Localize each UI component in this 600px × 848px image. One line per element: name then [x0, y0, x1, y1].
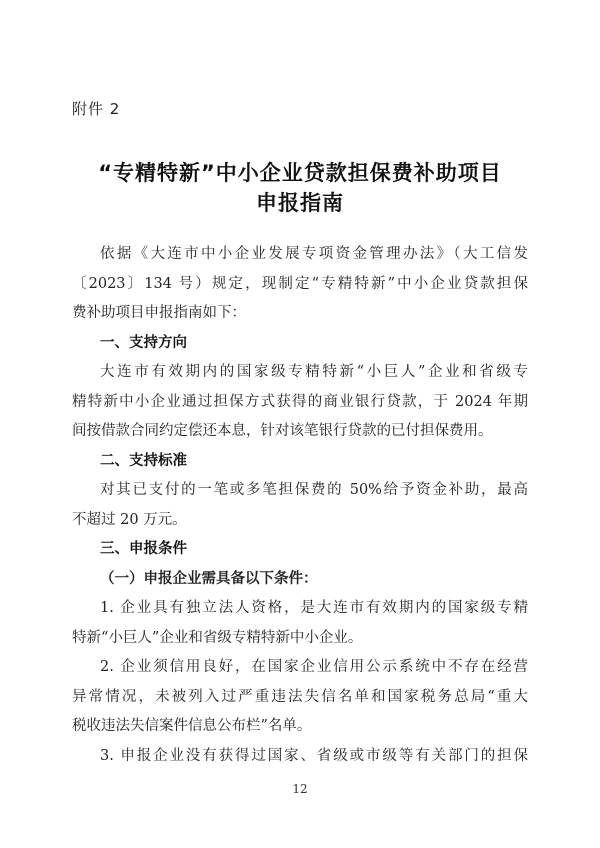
section-1-line-2: 精特新中小企业通过担保方式获得的商业银行贷款，于 2024 年期	[72, 394, 528, 410]
intro-line-2: 〔2023〕134 号）规定，现制定“专精特新”中小企业贷款担保	[72, 276, 528, 292]
item-1-line-1: 1. 企业具有独立法人资格，是大连市有效期内的国家级专精	[100, 600, 528, 616]
section-2-line-2: 不超过 20 万元。	[72, 512, 187, 528]
section-1-line-1: 大连市有效期内的国家级专精特新“小巨人”企业和省级专	[100, 364, 528, 380]
attachment-label: 附件 2	[72, 100, 121, 118]
intro-line-3: 费补助项目申报指南如下：	[72, 305, 246, 321]
section-2-heading: 二、支持标准	[100, 453, 187, 469]
section-3-heading: 三、申报条件	[100, 541, 187, 557]
section-1-heading: 一、支持方向	[100, 335, 187, 351]
section-1-line-3: 间按借款合同约定偿还本息，针对该笔银行贷款的已付担保费用。	[72, 423, 493, 439]
document-title-line-1: “专精特新”中小企业贷款担保费补助项目	[98, 161, 502, 185]
section-3-subheading-1: （一）申报企业需具备以下条件：	[100, 570, 318, 587]
item-2-line-3: 税收违法失信案件信息公布栏”名单。	[72, 718, 312, 734]
document-title-line-2: 申报指南	[256, 191, 344, 215]
section-2-line-1: 对其已支付的一笔或多笔担保费的 50%给予资金补助，最高	[100, 482, 528, 498]
item-2-line-1: 2. 企业须信用良好，在国家企业信用公示系统中不存在经营	[100, 659, 528, 675]
item-1-line-2: 特新“小巨人”企业和省级专精特新中小企业。	[72, 630, 363, 646]
item-3-line-1: 3. 申报企业没有获得过国家、省级或市级等有关部门的担保	[100, 748, 528, 764]
intro-line-1: 依据《大连市中小企业发展专项资金管理办法》（大工信发	[100, 246, 528, 262]
page-number: 12	[292, 782, 308, 796]
item-2-line-2: 异常情况，未被列入过严重违法失信名单和国家税务总局“重大	[72, 689, 528, 705]
